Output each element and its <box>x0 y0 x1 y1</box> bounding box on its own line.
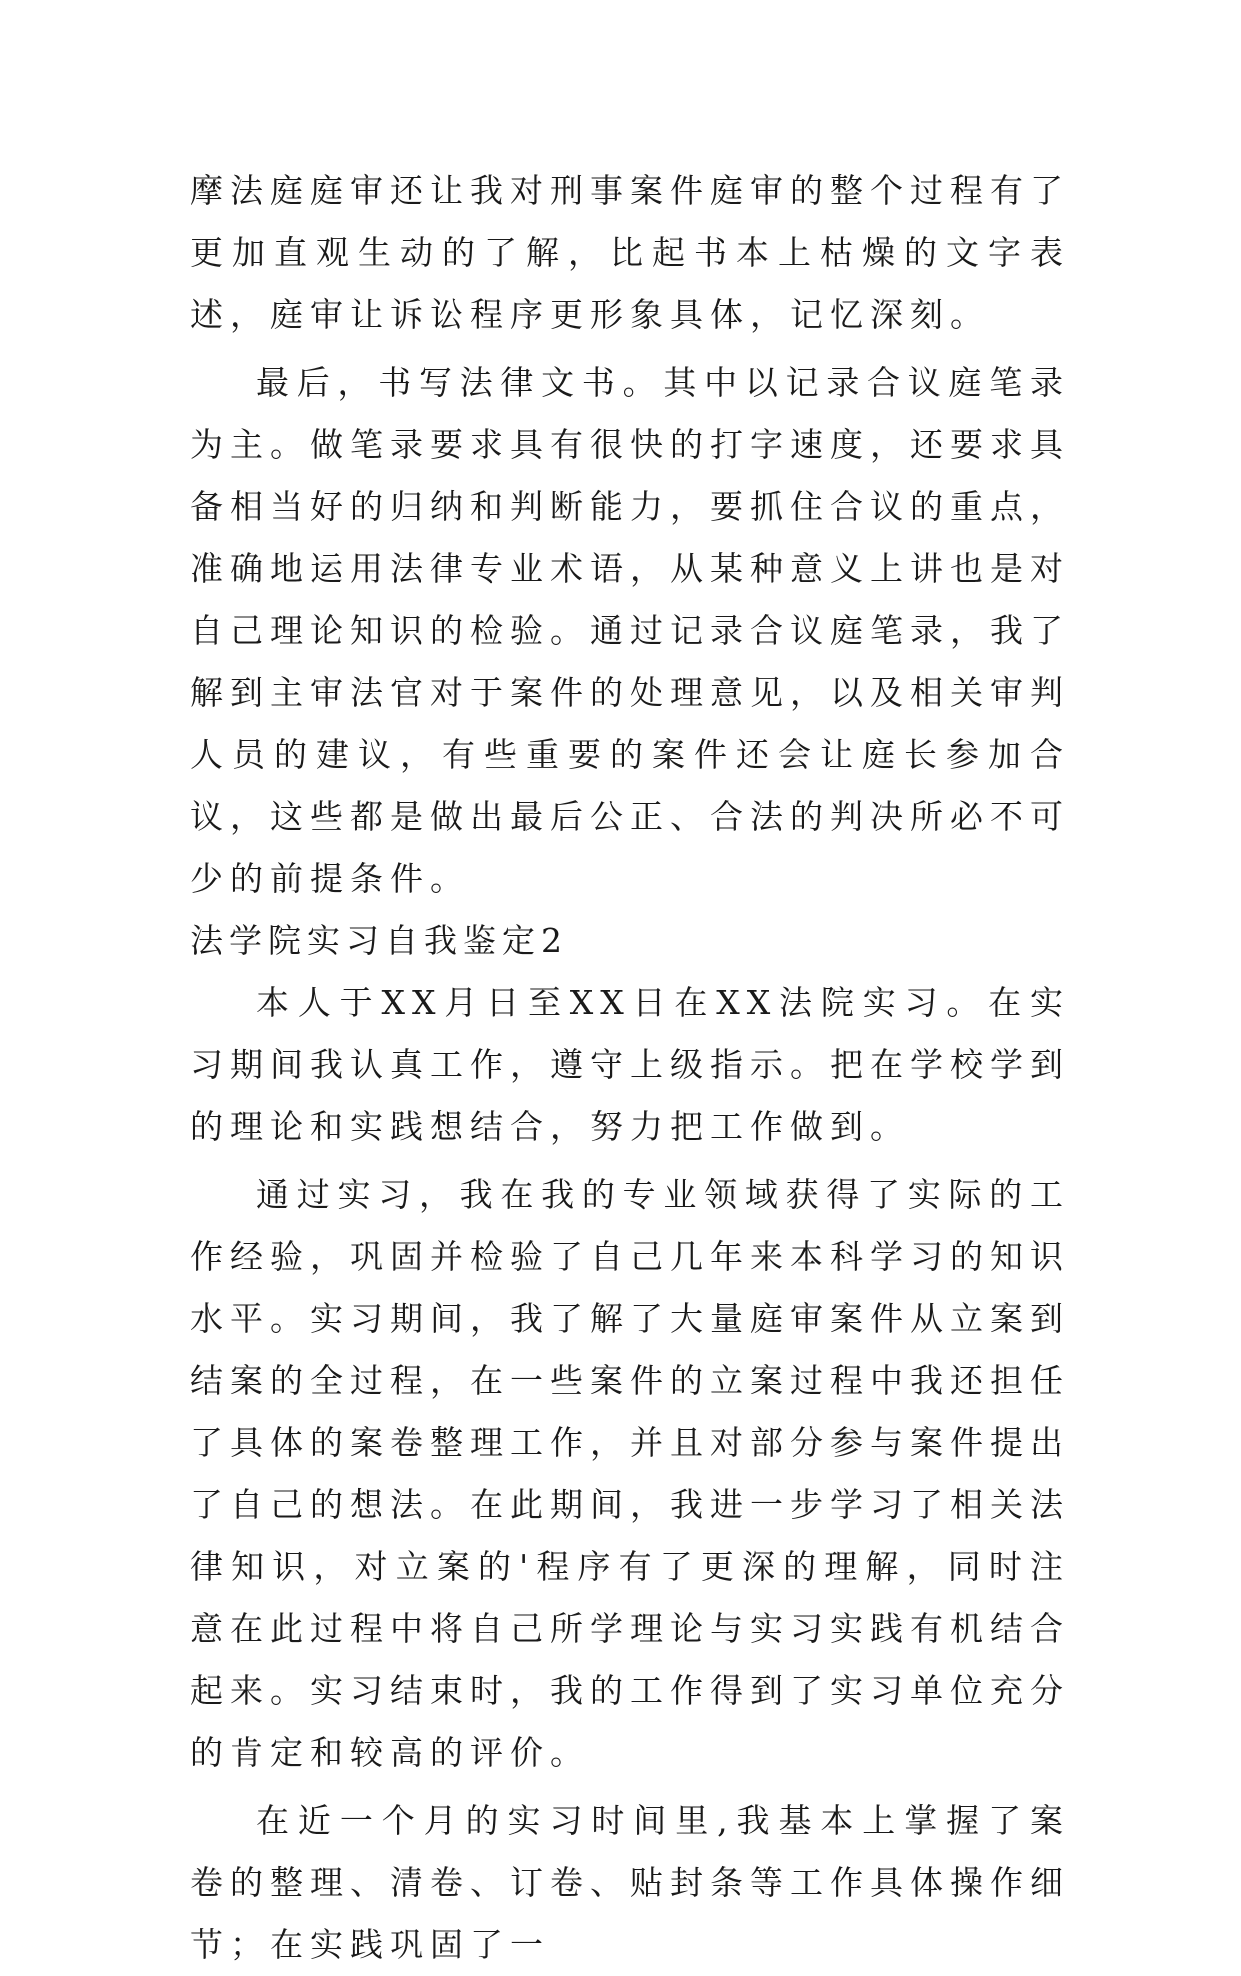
paragraph-internship-intro: 本人于XX月日至XX日在XX法院实习。在实习期间我认真工作，遵守上级指示。把在学校学到的理论和实践想结合，努力把工作做到。 <box>190 983 1070 1146</box>
paragraph-continuation: 摩法庭庭审还让我对刑事案件庭审的整个过程有了更加直观生动的了解，比起书本上枯燥的文字表述，庭审让诉讼程序更形象具体，记忆深刻。 <box>190 171 1070 334</box>
paragraph-internship-experience: 通过实习，我在我的专业领域获得了实际的工作经验，巩固并检验了自己几年来本科学习的知识水平。实习期间，我了解了大量庭审案件从立案到结案的全过程，在一些案件的立案过程中我还担任了具体的案卷整理工作，并且对部分参与案件提出了自己的想法。在此期间，我进一步学习了相关法律知识，对立案的'程序有了更深的理解，同时注意在此过程中将自己所学理论与实习实践有机结合起来。实习结束时，我的工作得到了实习单位充分的肯定和较高的评价。 <box>190 1175 1070 1772</box>
document-body <box>190 160 1070 1976</box>
paragraph-month-summary: 在近一个月的实习时间里,我基本上掌握了案卷的整理、清卷、订卷、贴封条等工作具体操作细节；在实践巩固了一 <box>190 1801 1070 1964</box>
section-heading: 法学院实习自我鉴定2 <box>190 921 568 960</box>
paragraph-legal-writing: 最后，书写法律文书。其中以记录合议庭笔录为主。做笔录要求具有很快的打字速度，还要求具备相当好的归纳和判断能力，要抓住合议的重点，准确地运用法律专业术语，从某种意义上讲也是对自己理论知识的检验。通过记录合议庭笔录，我了解到主审法官对于案件的处理意见，以及相关审判人员的建议，有些重要的案件还会让庭长参加合议，这些都是做出最后公正、合法的判决所必不可少的前提条件。 <box>190 363 1070 898</box>
